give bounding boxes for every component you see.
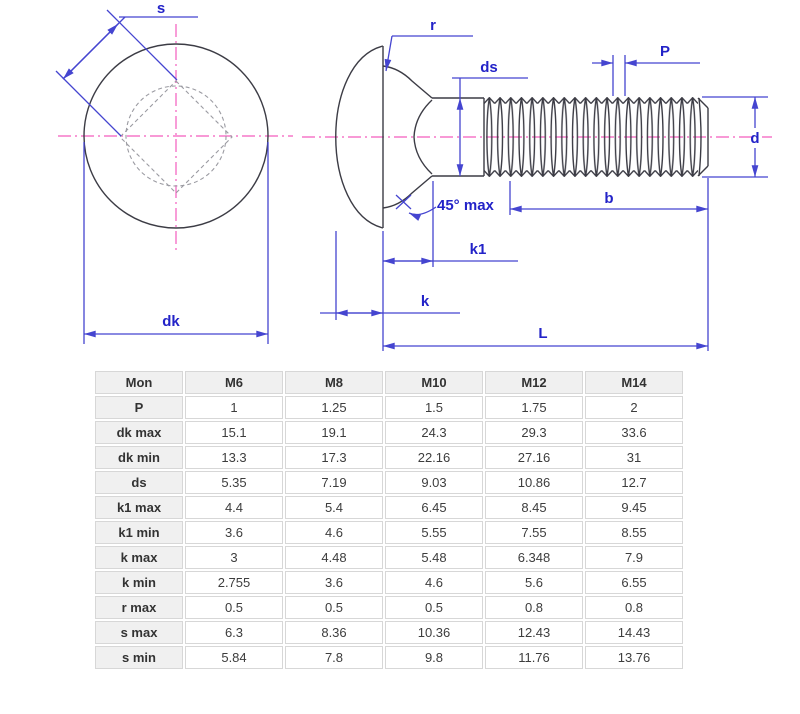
table-row (95, 571, 683, 594)
dim-l (383, 178, 708, 351)
table-row (95, 396, 683, 419)
cell: 7.8 (285, 646, 383, 669)
cell: 1.25 (285, 396, 383, 419)
table-row (95, 546, 683, 569)
cell: 12.7 (585, 471, 683, 494)
dim-label-s: s (156, 0, 166, 17)
row-label: k max (95, 546, 183, 569)
threads (484, 97, 698, 177)
cell: 6.3 (185, 621, 283, 644)
cell: 29.3 (485, 421, 583, 444)
cell: 12.43 (485, 621, 583, 644)
bolt-body-outline (336, 46, 708, 228)
table-row (95, 421, 683, 444)
row-label: k min (95, 571, 183, 594)
cell: 27.16 (485, 446, 583, 469)
dim-label-p: P (659, 43, 671, 60)
column-header: M10 (385, 371, 483, 394)
column-header: M6 (185, 371, 283, 394)
dim-label-angle: 45° max (437, 197, 494, 214)
cell: 2 (585, 396, 683, 419)
spec-table (93, 369, 685, 671)
cell: 7.9 (585, 546, 683, 569)
dim-label-k1: k1 (469, 241, 487, 258)
column-header: Mon (95, 371, 183, 394)
cell: 6.348 (485, 546, 583, 569)
row-label: k1 min (95, 521, 183, 544)
cell: 5.6 (485, 571, 583, 594)
row-label: r max (95, 596, 183, 619)
table-row (95, 521, 683, 544)
cell: 33.6 (585, 421, 683, 444)
dim-label-l: L (538, 325, 548, 342)
cell: 10.86 (485, 471, 583, 494)
cell: 24.3 (385, 421, 483, 444)
cell: 9.45 (585, 496, 683, 519)
cell: 0.5 (185, 596, 283, 619)
cell: 31 (585, 446, 683, 469)
cell: 13.76 (585, 646, 683, 669)
cell: 7.19 (285, 471, 383, 494)
dim-label-k: k (420, 293, 430, 310)
cell: 7.55 (485, 521, 583, 544)
dim-p (592, 43, 700, 96)
cell: 14.43 (585, 621, 683, 644)
dim-label-b: b (604, 190, 614, 207)
cell: 13.3 (185, 446, 283, 469)
head-front-view (56, 0, 293, 344)
bolt-side-view (302, 17, 772, 351)
table-row (95, 496, 683, 519)
square-neck-top (383, 66, 432, 98)
cell: 5.48 (385, 546, 483, 569)
cell: 3 (185, 546, 283, 569)
table-row (95, 471, 683, 494)
cell: 5.84 (185, 646, 283, 669)
cell: 1 (185, 396, 283, 419)
row-label: s min (95, 646, 183, 669)
dim-label-dk: dk (162, 313, 180, 330)
cell: 8.36 (285, 621, 383, 644)
cell: 22.16 (385, 446, 483, 469)
cell: 5.55 (385, 521, 483, 544)
dim-label-ds: ds (480, 59, 498, 76)
table-row (95, 596, 683, 619)
dim-r (386, 17, 473, 71)
cell: 1.5 (385, 396, 483, 419)
cell: 0.5 (285, 596, 383, 619)
cell: 8.55 (585, 521, 683, 544)
cell: 3.6 (185, 521, 283, 544)
dim-label-d: d (750, 130, 760, 147)
column-header: M12 (485, 371, 583, 394)
table-row (95, 621, 683, 644)
column-header: M14 (585, 371, 683, 394)
row-label: P (95, 396, 183, 419)
dim-angle (396, 195, 495, 215)
dim-label-r: r (430, 17, 436, 34)
cell: 4.6 (285, 521, 383, 544)
cell: 4.48 (285, 546, 383, 569)
row-label: ds (95, 471, 183, 494)
cell: 2.755 (185, 571, 283, 594)
dim-k (320, 231, 460, 320)
row-label: dk max (95, 421, 183, 444)
cell: 10.36 (385, 621, 483, 644)
table-row (95, 446, 683, 469)
dim-s (56, 0, 198, 136)
cell: 3.6 (285, 571, 383, 594)
cell: 0.5 (385, 596, 483, 619)
table-row (95, 646, 683, 669)
cell: 11.76 (485, 646, 583, 669)
cell: 6.55 (585, 571, 683, 594)
cell: 4.4 (185, 496, 283, 519)
dim-b (510, 181, 708, 215)
cell: 17.3 (285, 446, 383, 469)
cell: 9.8 (385, 646, 483, 669)
cell: 5.4 (285, 496, 383, 519)
row-label: dk min (95, 446, 183, 469)
column-header: M8 (285, 371, 383, 394)
cell: 0.8 (585, 596, 683, 619)
cell: 5.35 (185, 471, 283, 494)
dim-k1 (383, 181, 518, 267)
cell: 6.45 (385, 496, 483, 519)
cell: 8.45 (485, 496, 583, 519)
cell: 0.8 (485, 596, 583, 619)
cell: 9.03 (385, 471, 483, 494)
cell: 4.6 (385, 571, 483, 594)
square-neck-bottom (383, 176, 432, 208)
row-label: s max (95, 621, 183, 644)
table-header-row (95, 371, 683, 394)
cell: 19.1 (285, 421, 383, 444)
row-label: k1 max (95, 496, 183, 519)
cell: 1.75 (485, 396, 583, 419)
cell: 15.1 (185, 421, 283, 444)
